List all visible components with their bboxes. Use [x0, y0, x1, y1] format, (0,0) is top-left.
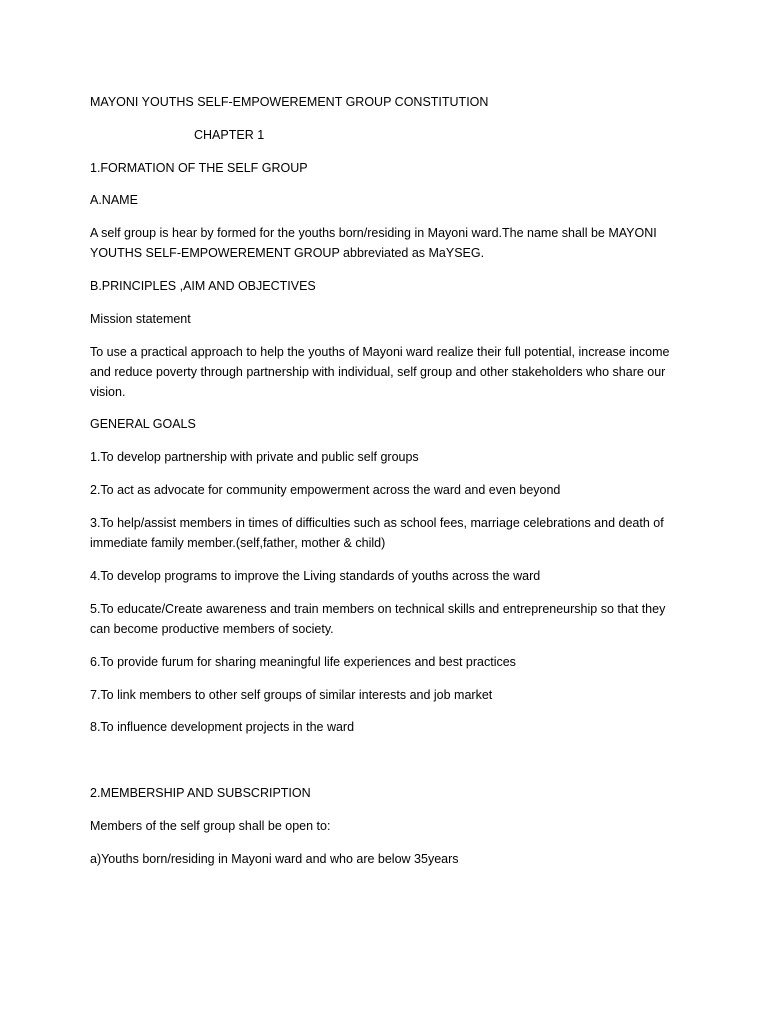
- goals-heading: GENERAL GOALS: [90, 417, 196, 431]
- mission-paragraph: To use a practical approach to help the youths of Mayoni ward realize their full potential, increase income and reduce poverty through partnership with individual, self group and other stakeholders who share our vision.: [90, 345, 670, 399]
- goal-item: 8.To influence development projects in the ward: [90, 720, 355, 734]
- subsection-a-heading: A.NAME: [90, 193, 138, 207]
- name-paragraph: A self group is hear by formed for the youths born/residing in Mayoni ward.The name shall be MAYONI YOUTHS SELF-EMPOWEREMENT GROUP abbreviated as MaYSEG.: [90, 226, 657, 260]
- mission-heading: Mission statement: [90, 312, 191, 326]
- chapter-heading: CHAPTER 1: [194, 128, 265, 142]
- goal-item: 5.To educate/Create awareness and train members on technical skills and entrepreneurship so that they can become productive members of society.: [90, 602, 666, 636]
- membership-intro: Members of the self group shall be open to:: [90, 819, 331, 833]
- goal-item: 6.To provide furum for sharing meaningful life experiences and best practices: [90, 655, 516, 669]
- goal-item: 2.To act as advocate for community empowerment across the ward and even beyond: [90, 483, 561, 497]
- goal-item: 7.To link members to other self groups of similar interests and job market: [90, 688, 493, 702]
- goal-item: 4.To develop programs to improve the Living standards of youths across the ward: [90, 569, 541, 583]
- membership-item: a)Youths born/residing in Mayoni ward and who are below 35years: [90, 852, 459, 866]
- section-1-heading: 1.FORMATION OF THE SELF GROUP: [90, 161, 308, 175]
- goal-item: 3.To help/assist members in times of difficulties such as school fees, marriage celebrations and death of immediate family member.(self,father, mother & child): [90, 516, 664, 550]
- goal-item: 1.To develop partnership with private and public self groups: [90, 450, 419, 464]
- document-title: MAYONI YOUTHS SELF-EMPOWEREMENT GROUP CONSTITUTION: [90, 95, 489, 109]
- subsection-b-heading: B.PRINCIPLES ,AIM AND OBJECTIVES: [90, 279, 316, 293]
- section-2-heading: 2.MEMBERSHIP AND SUBSCRIPTION: [90, 786, 311, 800]
